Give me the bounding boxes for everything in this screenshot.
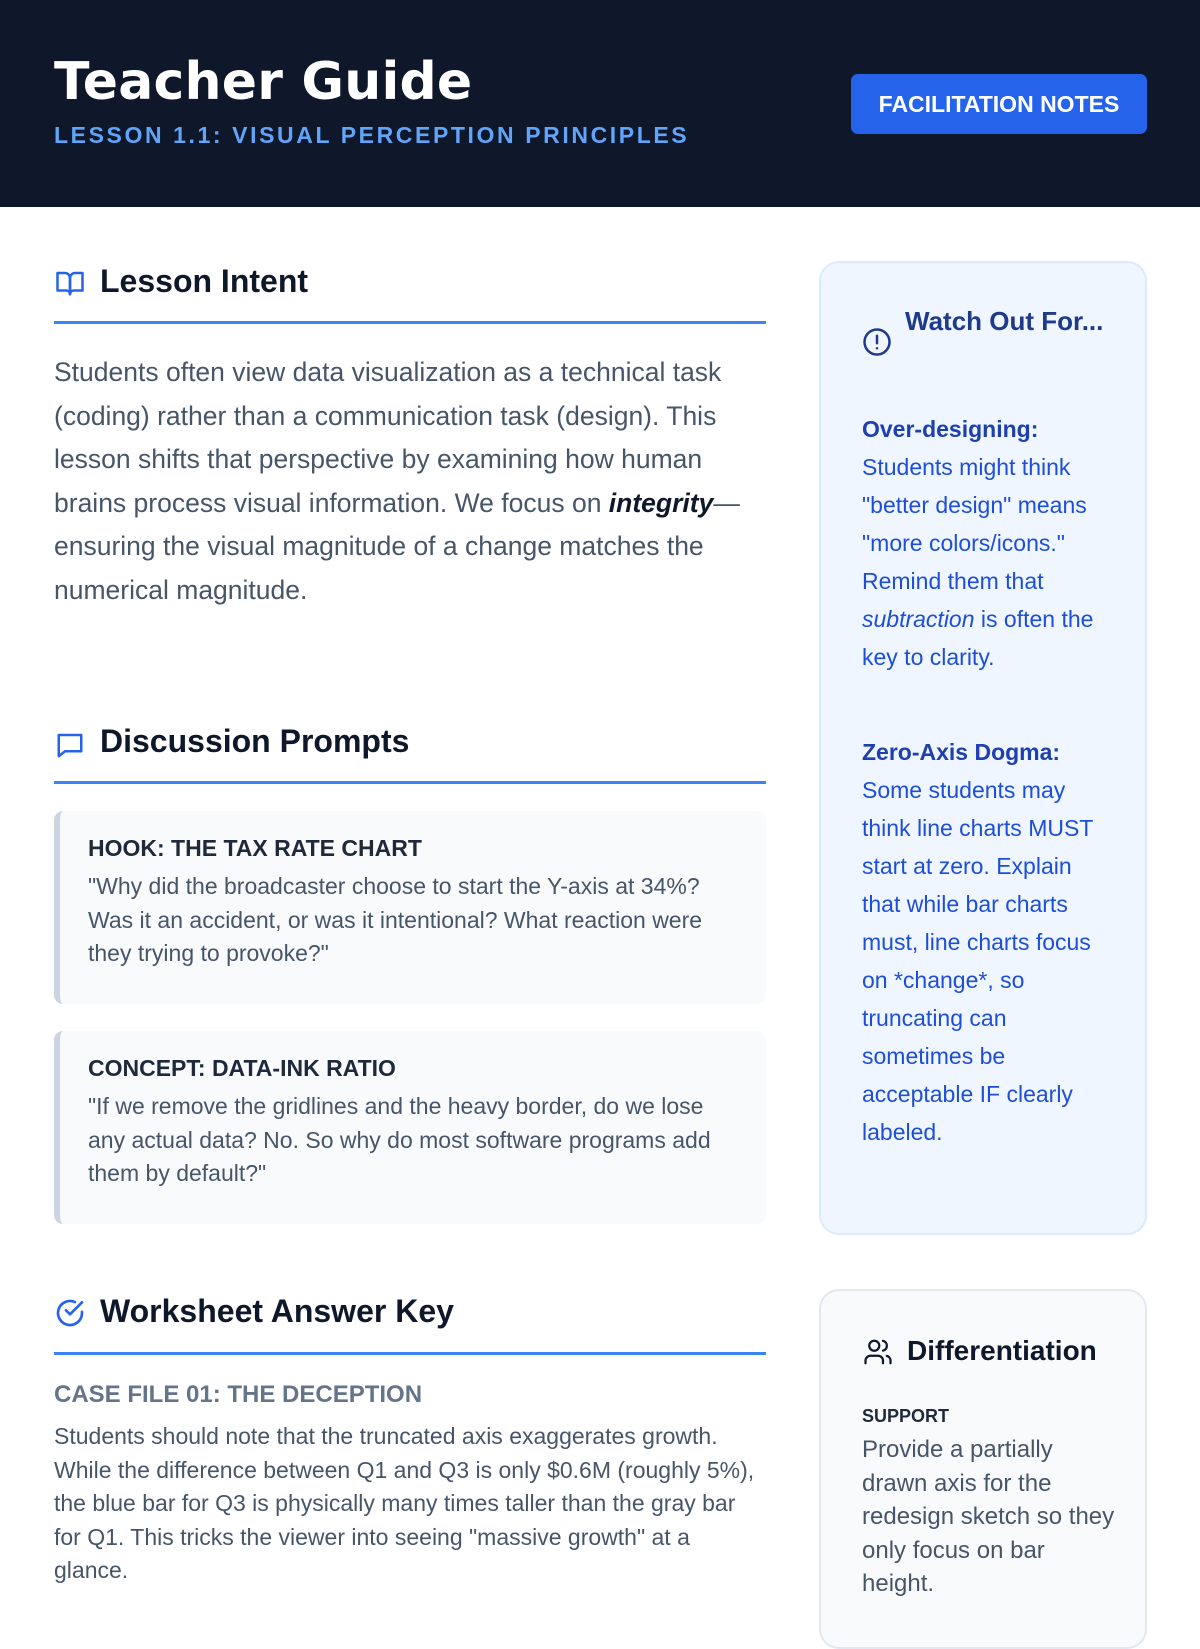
chat-bubble-icon [54,730,86,760]
prompt-text: "Why did the broadcaster choose to start the Y-axis at 34%? Was it an accident, or was it intentional? What reaction were they trying to provoke?" [88,873,703,966]
prompt-title: HOOK: THE TAX RATE CHART [88,835,422,861]
lesson-subtitle: LESSON 1.1: VISUAL PERCEPTION PRINCIPLES [54,122,690,148]
users-icon [862,1337,894,1372]
prompt-title: CONCEPT: DATA-INK RATIO [88,1055,396,1081]
watch-out-title: Watch Out For... [905,306,1104,336]
support-label: SUPPORT [862,1406,950,1426]
watch-out-item: Over-designing: Students might think "better design" means "more colors/icons." Remind them that subtraction is often the key to clarity. [862,416,1094,670]
case-file-title: CASE FILE 01: THE DECEPTION [54,1381,423,1408]
watch-out-term: Over-designing: [862,416,1039,442]
discussion-prompts-heading [54,723,766,784]
differentiation-title: Differentiation [907,1335,1097,1366]
lesson-intent-title: Lesson Intent [100,263,309,299]
page-title: Teacher Guide [54,52,473,112]
answer-key-heading [54,1293,766,1355]
answer-key-title: Worksheet Answer Key [100,1293,454,1329]
case-file-text: Students should note that the truncated axis exaggerates growth. While the difference between Q1 and Q3 is only $0.6M (roughly 5%), the blue bar for Q3 is physically many times taller than the gray bar for Q1. This tricks the viewer into seeing "massive growth" at a glance. [54,1423,755,1583]
integrity-emphasis: integrity [608,487,714,518]
lesson-intent-text: Students often view data visualization as a technical task (coding) rather than a communication task (design). This lesson shifts that perspective by examining how human brains process visual information. We focus on integrity—ensuring the visual magnitude of a change matches the numerical magnitude. [54,357,740,605]
page-header [0,0,1200,207]
differentiation-card [819,1289,1147,1649]
book-open-icon [54,268,86,298]
watch-out-item: Zero-Axis Dogma: Some students may think line charts MUST start at zero. Explain that while bar charts must, line charts focus on *change*, so truncating can sometimes be acceptable IF clearly labeled. [862,739,1093,1145]
discussion-prompts-title: Discussion Prompts [100,723,410,759]
watch-out-term: Zero-Axis Dogma: [862,739,1061,765]
prompt-card-hook [54,811,766,1004]
prompt-text: "If we remove the gridlines and the heavy border, do we lose any actual data? No. So why do most software programs add them by default?" [88,1093,711,1186]
subtraction-emphasis: subtraction [862,606,975,632]
watch-out-card [819,261,1147,1235]
alert-circle-icon [862,327,892,362]
prompt-card-concept [54,1031,766,1224]
check-circle-icon [54,1297,86,1329]
facilitation-notes-button[interactable]: FACILITATION NOTES [851,74,1147,134]
support-text: Provide a partially drawn axis for the redesign sketch so they only focus on bar height. [862,1436,1115,1597]
lesson-intent-heading [54,263,766,324]
